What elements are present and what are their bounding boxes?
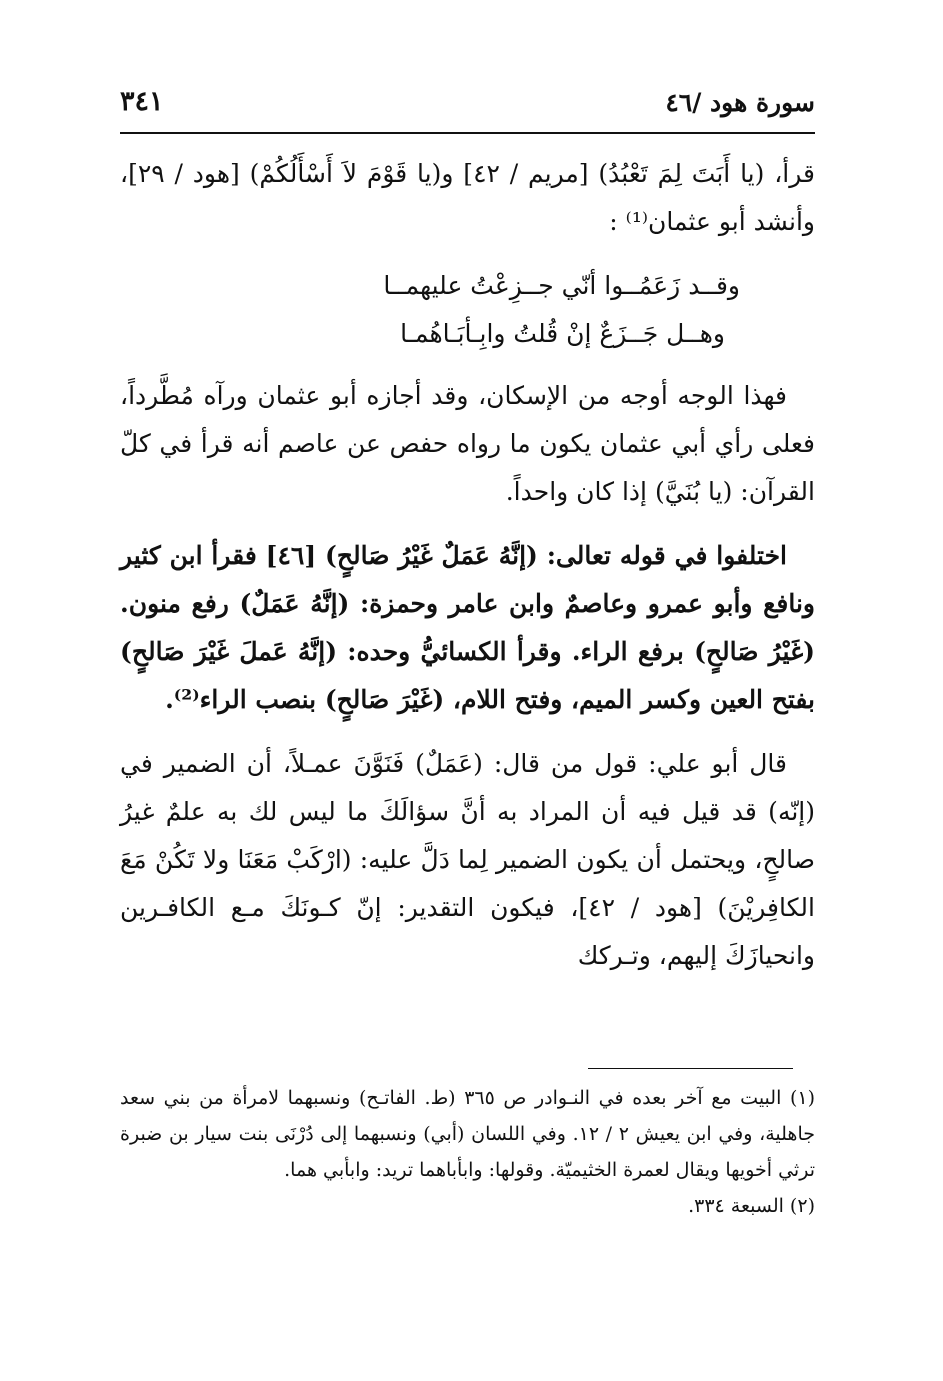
main-text bbox=[120, 150, 815, 996]
header-rule bbox=[120, 132, 815, 134]
paragraph-4: قال أبو علي: قول من قال: (عَمَلٌ) فَنَوَّنَ عمـلاً، أن الضمير في (إنّه) قد قيل فيه أن المراد به أنَّ سؤالَكَ ما ليس لك به علمٌ غيرُ صالحٍ، ويحتمل أن يكون الضمير لِما دَلَّ عليه: (ارْكَبْ مَعَنَا ولا تَكُنْ مَعَ الكافِريْنَ) [هود / ٤٢]، فيكون التقدير: إنّ كـونَكَ مـع الكافـرين وانحيازَكَ إليهم، وتـركك bbox=[120, 749, 815, 970]
paragraph-2: فهذا الوجه أوجه من الإسكان، وقد أجازه أبو عثمان ورآه مُطَّرداً، فعلى رأي أبي عثمان يكون ما رواه حفص عن عاصم أنه قرأ في كلّ القرآن: (يا بُنَيَّ) إذا كان واحداً. bbox=[120, 381, 815, 506]
footnotes bbox=[120, 1080, 815, 1224]
running-title: سورة هود /٤٦ bbox=[665, 88, 815, 117]
footnote-1: (١) البيت مع آخر بعده في النـوادر ص ٣٦٥ (ط. الفاتـح) ونسبهما لامرأة من بني سعد جاهلية، وفي ابن يعيش ٢ / ١٢. وفي اللسان (أبي) ونسبهما إلى دُرْنَى بنت سيار بن ضبرة ترثي أخويها ويقال لعمرة الخثيميّة. وقولها: وابأباهما تريد: وابأبي هما. bbox=[120, 1087, 816, 1181]
verse-line-1: وقــد زَعَمُــوا أنّي جــزِعْتُ عليهمــا bbox=[383, 271, 740, 300]
poetry-verse bbox=[120, 262, 815, 358]
verse-line-2: وهــل جَــزَعٌ إنْ قُلتُ وابِـأبَـاهُمـا bbox=[400, 319, 725, 348]
paragraph-1: قرأ، (يا أَبَتَ لِمَ تَعْبُدُ) [مريم / ٤٢] و(يا قَوْمَ لاَ أَسْأَلُكُمْ) [هود / ٢٩]، وأنشد أبو عثمان⁽¹⁾ : bbox=[120, 159, 815, 236]
footnote-2: (٢) السبعة ٣٣٤. bbox=[688, 1195, 815, 1217]
page-number: ٣٤١ bbox=[120, 86, 164, 117]
paragraph-3: اختلفوا في قوله تعالى: (إنَّهُ عَمَلٌ غَيْرُ صَالحٍ) [٤٦] فقرأ ابن كثير ونافع وأبو عمرو وعاصمٌ وابن عامر وحمزة: (إنَّهُ عَمَلٌ) رفع منون. (غَيْرُ صَالحٍ) برفع الراء. وقرأ الكسائيُّ وحده: (إنَّهُ عَملَ غَيْرَ صَالحٍ) بفتح العين وكسر الميم، وفتح اللام، (غَيْرَ صَالحٍ) بنصب الراء⁽²⁾. bbox=[120, 541, 815, 714]
footnote-rule bbox=[588, 1068, 793, 1069]
page-header bbox=[120, 84, 815, 124]
